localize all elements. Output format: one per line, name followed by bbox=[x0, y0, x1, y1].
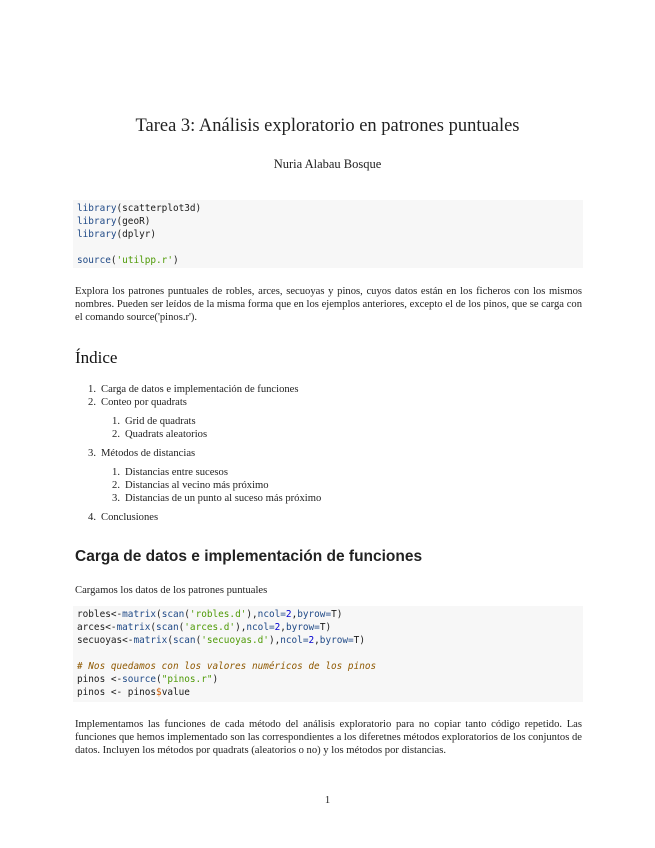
section-intro-text: Cargamos los datos de los patrones puntuales bbox=[75, 585, 268, 596]
code-line-blank bbox=[77, 241, 579, 254]
toc-item[interactable]: 4. Conclusiones bbox=[88, 512, 159, 523]
toc-subitem[interactable]: 1. Grid de quadrats bbox=[112, 416, 196, 427]
code-comment: # Nos quedamos con los valores numéricos de los pinos bbox=[77, 661, 377, 672]
code-line: library(geoR) bbox=[77, 216, 151, 227]
toc-subitem[interactable]: 3. Distancias de un punto al suceso más próximo bbox=[112, 493, 322, 504]
toc-subitem[interactable]: 1. Distancias entre sucesos bbox=[112, 467, 228, 478]
index-heading: Índice bbox=[75, 348, 118, 367]
toc-subitem[interactable]: 2. Distancias al vecino más próximo bbox=[112, 480, 269, 491]
document-title: Tarea 3: Análisis exploratorio en patrones puntuales bbox=[135, 116, 520, 136]
toc-item[interactable]: 3. Métodos de distancias bbox=[88, 448, 196, 459]
toc-item[interactable]: 2. Conteo por quadrats bbox=[88, 397, 187, 408]
code-line: secuoyas<-matrix(scan('secuoyas.d'),ncol=2,byrow=T) bbox=[77, 635, 365, 646]
toc-subitem[interactable]: 2. Quadrats aleatorios bbox=[112, 429, 208, 440]
code-line: library(scatterplot3d) bbox=[77, 203, 202, 214]
code-block-load-data bbox=[73, 606, 583, 702]
section-heading-carga-de-datos: Carga de datos e implementación de funciones bbox=[75, 548, 423, 565]
code-line: pinos <- pinos$value bbox=[77, 687, 190, 698]
document-author: Nuria Alabau Bosque bbox=[273, 157, 382, 171]
code-line-blank bbox=[77, 647, 579, 660]
code-line: robles<-matrix(scan('robles.d'),ncol=2,byrow=T) bbox=[77, 609, 343, 620]
code-line: pinos <-source("pinos.r") bbox=[77, 674, 219, 685]
code-line: source('utilpp.r') bbox=[77, 255, 179, 266]
page-number: 1 bbox=[324, 795, 331, 806]
code-block-libraries bbox=[73, 200, 583, 268]
code-line: library(dplyr) bbox=[77, 229, 157, 240]
code-line: arces<-matrix(scan('arces.d'),ncol=2,byrow=T) bbox=[77, 622, 332, 633]
closing-paragraph: Implementamos las funciones de cada método del análisis exploratorio para no copiar tanto código repetido. Las funciones que hemos implementado son las correspondientes a los diferetnes métodos exploratorios de los conjuntos de datos. Incluyen los métodos por quadrats (aleatorios o no) y los métodos por distancias. bbox=[75, 719, 582, 757]
intro-paragraph: Explora los patrones puntuales de robles, arces, secuoyas y pinos, cuyos datos están en los ficheros con los mismos nombres. Pueden ser leídos de la misma forma que en los ejemplos anteriores, excepto el de los pinos, que se carga con el comando source('pinos.r'). bbox=[75, 286, 582, 324]
toc-item[interactable]: 1. Carga de datos e implementación de funciones bbox=[88, 384, 299, 395]
